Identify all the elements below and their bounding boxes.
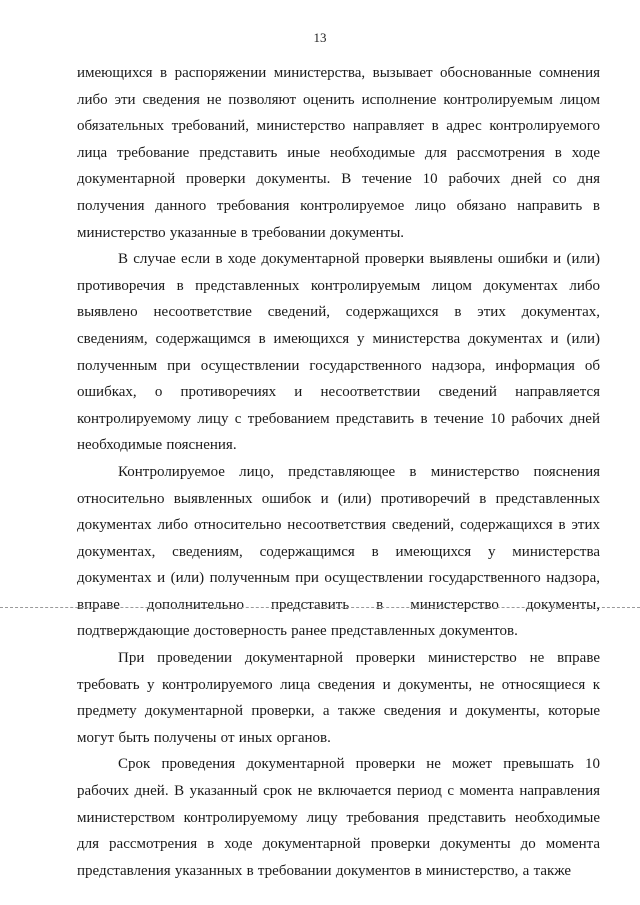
document-body: [77, 60, 600, 884]
paragraph-inspection-term: Срок проведения документарной проверки не может превышать 10 рабочих дней. В указанный срок не включается период с момента направления министерством контролируемому лицу требования представить необходимые для рассмотрения в ходе документарной проверки документы до момента представления указанных в требовании документов в министерство, а также: [77, 756, 600, 879]
paragraph-continued: имеющихся в распоряжении министерства, вызывает обоснованные сомнения либо эти сведения не позволяют оценить исполнение контролируемым лицом обязательных требований, министерство направляет в адрес контролируемого лица требование представить иные необходимые для рассмотрения в ходе документарной проверки документы. В течение 10 рабочих дней со дня получения данного требования контролируемое лицо обязано направить в министерство указанные в требовании документы.: [77, 65, 600, 241]
page-number: 13: [313, 30, 327, 45]
scan-divider-line: [0, 607, 640, 608]
paragraph-explanations: Контролируемое лицо, представляющее в министерство пояснения относительно выявленных ошибок и (или) противоречий в представленных документах либо относительно несоответствия сведений, содержащихся в этих документах, сведениям, содержащимся в имеющихся у министерства документах и (или) полученным при осуществлении государственного надзора, вправе дополнительно представить в министерство документы, подтверждающие достоверность ранее представленных документов.: [77, 463, 600, 640]
paragraph-restrictions: При проведении документарной проверки министерство не вправе требовать у контролируемого лица сведения и документы, не относящиеся к предмету документарной проверки, а также сведения и документы, которые могут быть получены от иных органов.: [77, 650, 600, 746]
paragraph-errors-contradictions: В случае если в ходе документарной проверки выявлены ошибки и (или) противоречия в представленных контролируемым лицом документах либо выявлено несоответствие сведений, содержащихся в этих документах, сведениям, содержащимся в имеющихся у министерства документах и (или) полученным при осуществлении государственного надзора, информация об ошибках, о противоречиях и несоответствии сведений направляется контролируемому лицу с требованием представить в течение 10 рабочих дней необходимые пояснения.: [77, 251, 600, 454]
